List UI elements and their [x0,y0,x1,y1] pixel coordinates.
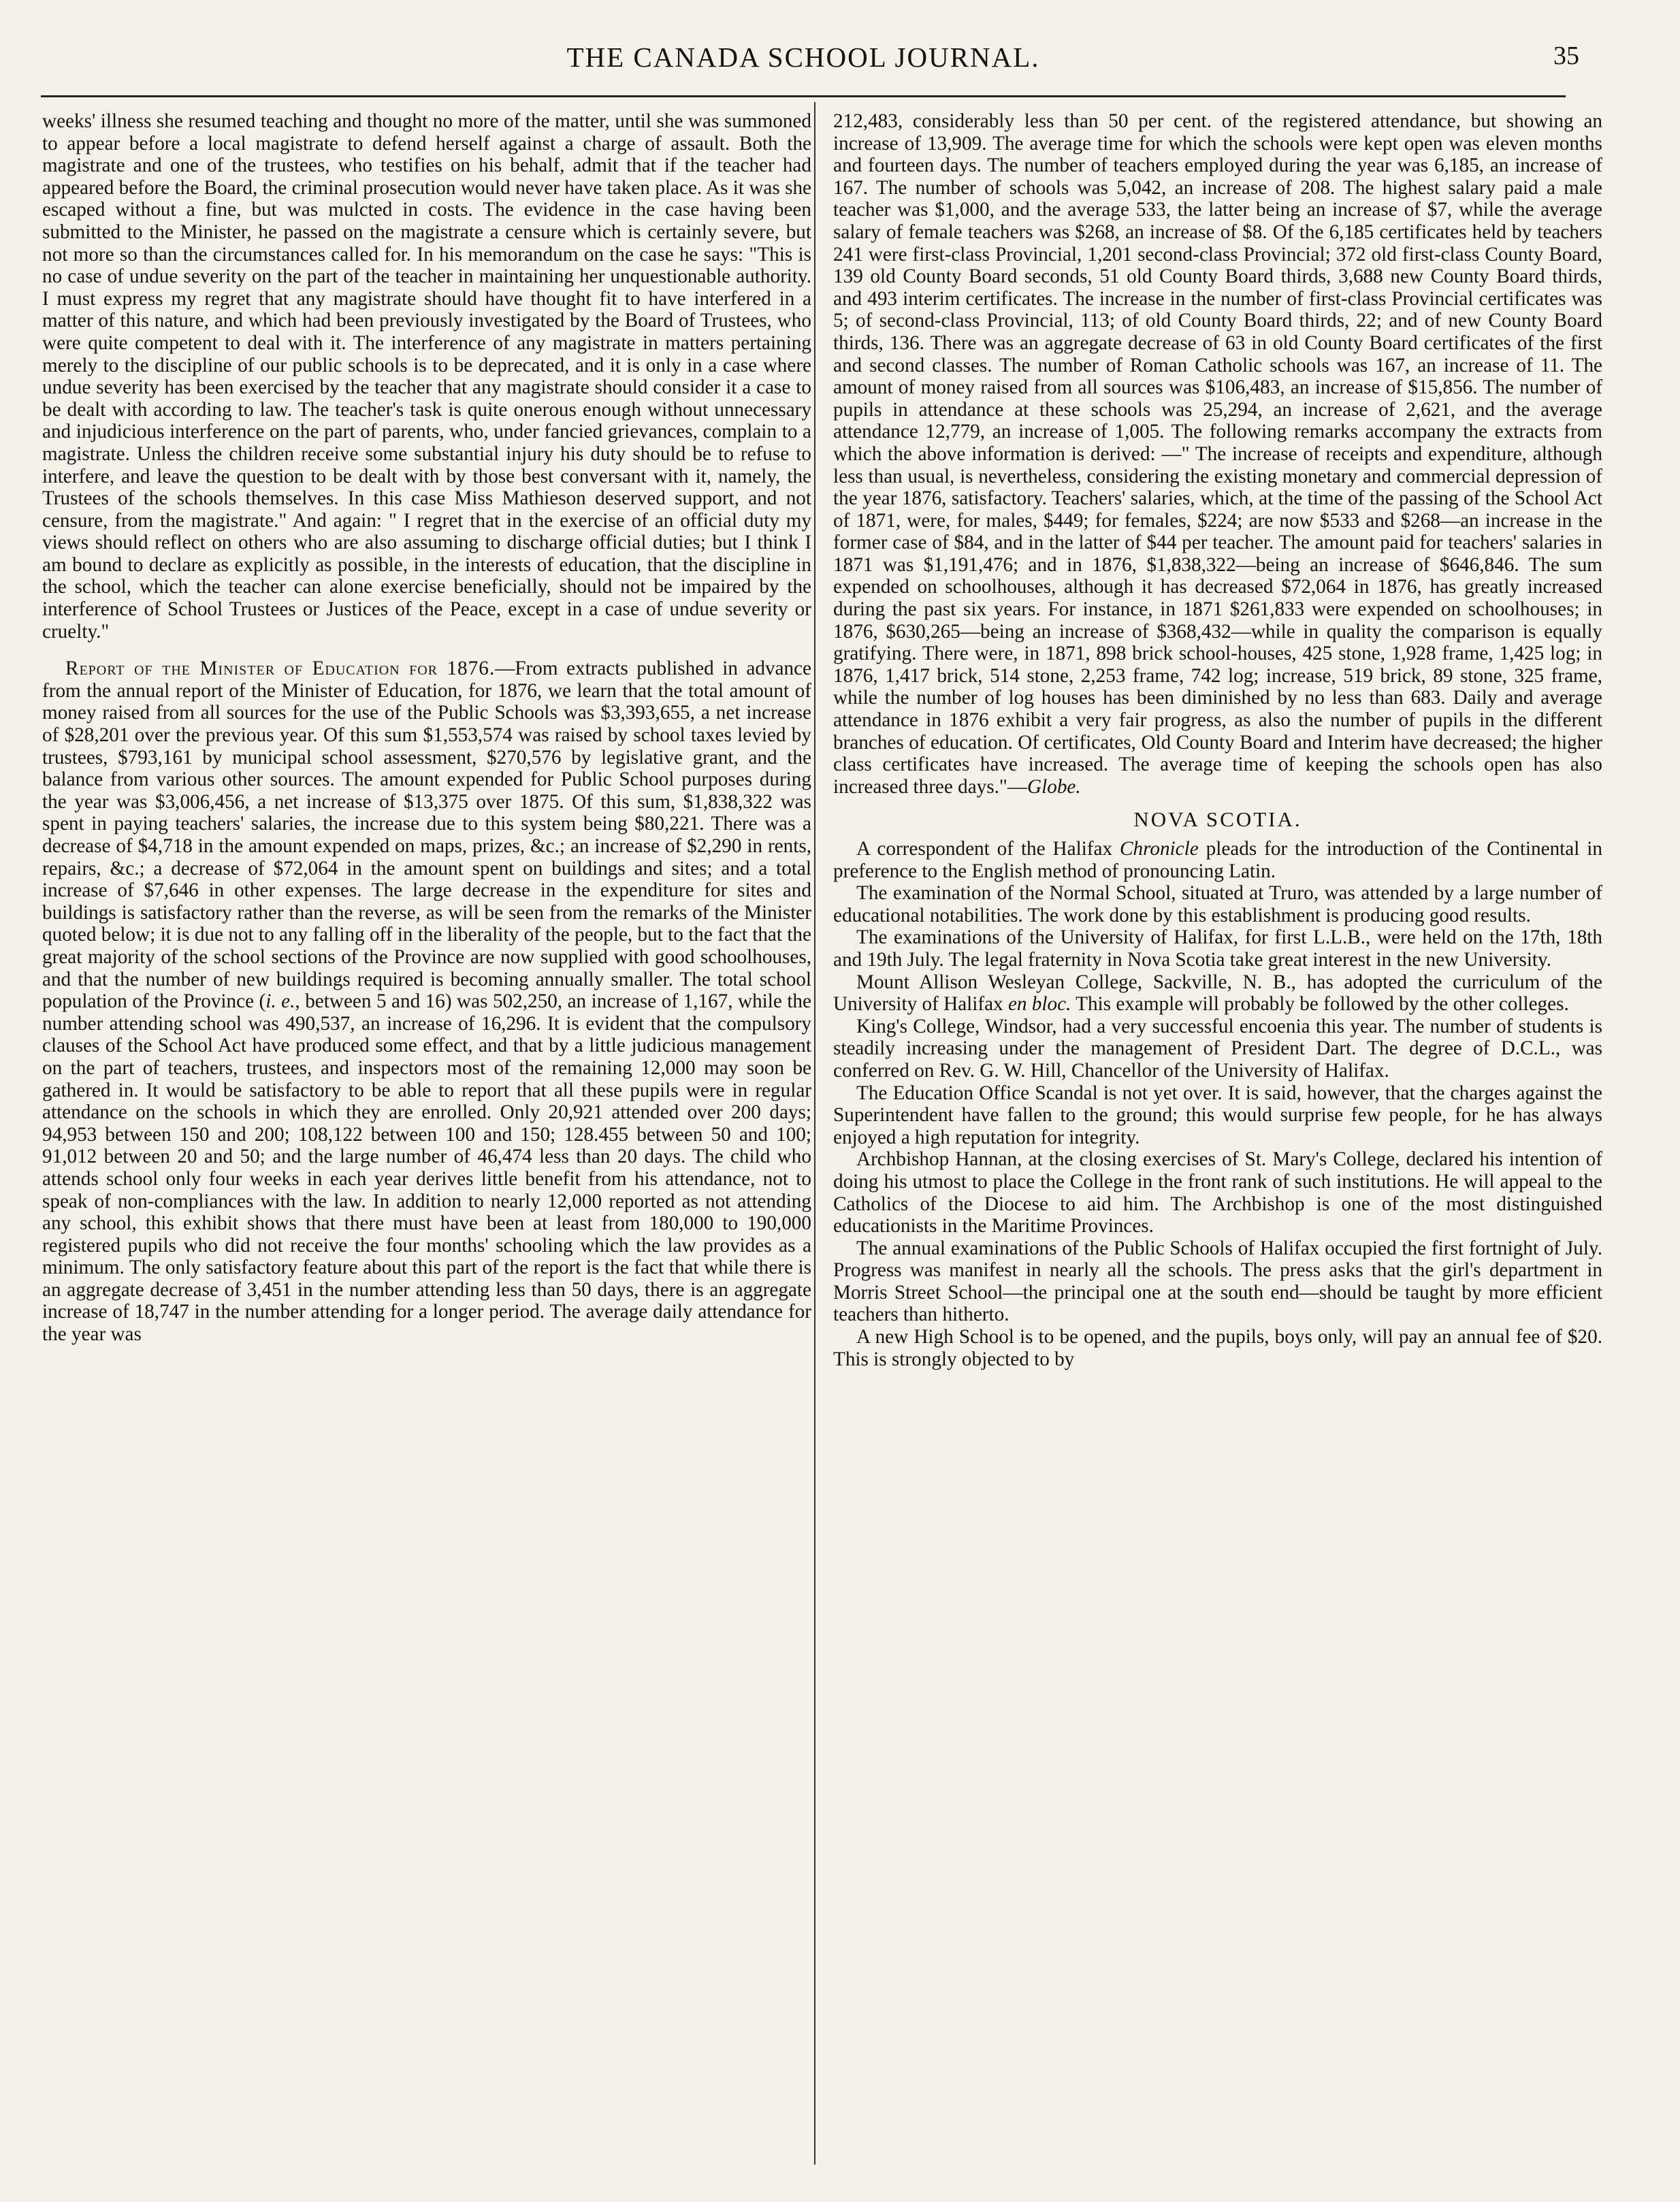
ns-paragraph-mount-allison: Mount Allison Wesleyan College, Sackville, N. B., has adopted the curriculum of the University of Halifax en bloc. This example will probably be followed by the other colleges. [833,971,1602,1016]
report-body: —From extracts published in advance from the annual report of the Minister of Education, for 1876, we learn that the total amount of money raised from all sources for the use of the Public Schools was $3,393,655, a net increase of $28,201 over the previous year. Of this sum $1,553,574 was raised by school taxes levied by trustees, $793,161 by municipal school assessment, $270,576 by legislative grant, and the balance from various other sources. The amount expended for Public School purposes during the year was $3,006,456, a net increase of $13,375 over 1875. Of this sum, $1,838,322 was spent in paying teachers' salaries, the increase due to this system being $80,221. There was a decrease of $4,718 in the amount expended on maps, prizes, &c.; an increase of $2,290 in rents, repairs, &c.; a decrease of $72,064 in the amount spent on buildings and sites; and a total increase of $7,646 in other expenses. The large decrease in the expenditure for sites and buildings is satisfactory rather than the reverse, as will be seen from the remarks of the Minister quoted below; it is due not to any falling off in the liberality of the people, but to the fact that the great majority of the school sections of the Province are now supplied with good schoolhouses, and that the number of new buildings required is becoming annually smaller. The total school population of the Province ( [42,658,811,1013]
report-ie: i. e. [265,990,295,1013]
ns-paragraph-archbishop: Archbishop Hannan, at the closing exercises of St. Mary's College, declared his intention of doing his utmost to place the College in the front rank of such institutions. He will appeal to the Catholics of the Diocese to aid him. The Archbishop is one of the most distinguished educationists in the Maritime Provinces. [833,1148,1602,1237]
newspaper-name: Chronicle [1120,838,1199,860]
article-continuation: weeks' illness she resumed teaching and thought no more of the matter, until she was summoned to appear before a local magistrate to defend herself against a charge of assault. Both the magistrate and one of the trustees, who testifies on his behalf, admit that if the teacher had appeared before the Board, the criminal prosecution would never have taken place. As it was she escaped without a fine, but was mulcted in costs. The evidence in the case having been submitted to the Minister, he passed on the magistrate a censure which is certainly severe, but not more so than the circumstances called for. In his memorandum on the case he says: "This is no case of undue severity on the part of the teacher in maintaining her unquestionable authority. I must express my regret that any magistrate should have thought fit to have interfered in a matter of this nature, and which had been previously investigated by the Board of Trustees, who were quite competent to deal with it. The interference of any magistrate in matters pertaining merely to the discipline of our public schools is to be deprecated, and it is only in a case where undue severity has been exercised by the teacher that any magistrate should consider it a case to be dealt with according to law. The teacher's task is quite onerous enough without unnecessary and injudicious interference on the part of parents, who, under fancied grievances, complain to a magistrate. Unless the children receive some substantial injury his duty should be to refuse to interfere, and leave the question to be dealt with by those best conversant with it, namely, the Trustees of the schools themselves. In this case Miss Mathieson deserved support, and not censure, from the magistrate." And again: " I regret that in the exercise of an official duty my views should reflect on others who are also assuming to discharge official duties; but I think I am bound to declare as explicitly as possible, in the interests of education, that the discipline in the school, which the teacher can alone exercise beneficially, should not be impaired by the interference of School Trustees or Justices of the Peace, except in a case of undue severity or cruelty." [42,110,811,643]
ns-paragraph-university: The examinations of the University of Halifax, for first L.L.B., were held on the 17th, 18th and 19th July. The legal fraternity in Nova Scotia take great interest in the new University. [833,926,1602,971]
ns-paragraph-kings-college: King's College, Windsor, had a very successful encoenia this year. The number of students is steadily increasing under the management of President Dart. The degree of D.C.L., was conferred on Rev. G. W. Hill, Chancellor of the University of Halifax. [833,1015,1602,1082]
column-divider [814,102,815,2165]
header-rule [41,95,1566,97]
ns-paragraph-public-schools: The annual examinations of the Public Schools of Halifax occupied the first fortnight of July. Progress was manifest in nearly all the schools. The press asks that the girl's department in Morris Street School—the principal one at the south end—should be taught by more efficient teachers than hitherto. [833,1237,1602,1326]
page-header [41,41,1579,82]
report-body-continued: , between 5 and 16) was 502,250, an increase of 1,167, while the number attending school was 490,537, an increase of 16,296. It is evident that the compulsory clauses of the School Act have produced some effect, and that by a little judicious management on the part of teachers, trustees, and inspectors most of the remaining 12,000 may soon be gathered in. It would be satisfactory to be able to report that all these pupils were in regular attendance on the schools in which they are enrolled. Only 20,921 attended over 200 days; 94,953 between 150 and 200; 108,122 between 100 and 150; 128.455 between 50 and 100; 91,012 between 20 and 50; and the large number of 46,474 less than 20 days. The child who attends school only four weeks in each year derives little benefit from his attendance, not to speak of non-compliances with the law. In addition to nearly 12,000 reported as not attending any school, this exhibit shows that there must have been at least from 180,000 to 190,000 registered pupils who did not receive the four months' schooling which the law provides as a minimum. The only satisfactory feature about this part of the report is the fact that while there is an aggregate decrease of 3,451 in the number attending less than 50 days, there is an aggregate increase of 18,747 in the number attending for a longer period. The average daily attendance for the year was [42,990,811,1346]
report-heading: Report of the Minister of Education for 1876. [65,658,496,680]
ns-paragraph-latin: A correspondent of the Halifax Chronicle pleads for the introduction of the Continental in preference to the English method of pronouncing Latin. [833,838,1602,882]
source-attribution: Globe. [1027,775,1081,798]
ns-paragraph-normal-school: The examination of the Normal School, situated at Truro, was attended by a large number of educational notabilities. The work done by this establishment is producing good results. [833,882,1602,926]
report-continuation: 212,483, considerably less than 50 per cent. of the registered attendance, but showing an increase of 13,909. The average time for which the schools were kept open was eleven months and fourteen days. The number of teachers employed during the year was 6,185, an increase of 167. The number of schools was 5,042, an increase of 208. The highest salary paid a male teacher was $1,000, and the average 533, the latter being an increase of $7, while the average salary of female teachers was $268, an increase of $8. Of the 6,185 certificates held by teachers 241 were first-class Provincial, 1,201 second-class Provincial; 372 old first-class County Board, 139 old County Board seconds, 51 old County Board thirds, 3,688 new County Board thirds, and 493 interim certificates. The increase in the number of first-class Provincial certificates was 5; of second-class Provincial, 113; of old County Board thirds, 22; and of new County Board thirds, 136. There was an aggregate decrease of 63 in old County Board certificates of the first and second classes. The number of Roman Catholic schools was 167, an increase of 11. The amount of money raised from all sources was $106,483, an increase of $15,856. The number of pupils in attendance at these schools was 25,294, an increase of 2,621, and the average attendance 12,779, an increase of 1,005. The following remarks accompany the extracts from which the above information is derived: —" The increase of receipts and expenditure, although less than usual, is nevertheless, considering the existing monetary and commercial depression of the year 1876, satisfactory. Teachers' salaries, which, at the time of the passing of the School Act of 1871, were, for males, $449; for females, $224; are now $533 and $268—an increase in the former case of $84, and in the latter of $44 per teacher. The amount paid for teachers' salaries in 1871 was $1,191,476; and in 1876, $1,838,322—being an increase of $646,846. The sum expended on schoolhouses, although it has decreased $72,064 in 1876, has greatly increased during the past six years. For instance, in 1871 $261,833 were expended on schoolhouses; in 1876, $630,265—being an increase of $368,432—while in quality the comparison is equally gratifying. There were, in 1871, 898 brick school-houses, 425 stone, 1,928 frame, 1,425 log; in 1876, 1,417 brick, 514 stone, 2,253 frame, 742 log; increase, 519 brick, 89 stone, 325 frame, while the number of log houses has been diminished by no less than 683. Daily and average attendance in 1876 exhibit a very fair progress, as also the number of pupils in the different branches of education. Of certificates, Old County Board and Interim have decreased; the higher class certificates have increased. The average time of keeping the schools open has also increased three days."—Globe. [833,110,1602,798]
right-column [833,110,1602,2152]
latin-phrase: en bloc. [1007,993,1071,1016]
left-column [42,110,811,2166]
section-heading-nova-scotia: NOVA SCOTIA. [1133,807,1302,832]
ns-paragraph-high-school: A new High School is to be opened, and the pupils, boys only, will pay an annual fee of $20. This is strongly objected to by [833,1326,1602,1370]
running-title: THE CANADA SCHOOL JOURNAL. [566,42,1040,73]
report-article [42,658,811,1345]
ns-paragraph-scandal: The Education Office Scandal is not yet over. It is said, however, that the charges against the Superintendent have fallen to the ground; this would surprise few people, for he has always enjoyed a high reputation for integrity. [833,1082,1602,1148]
page-number: 35 [1553,42,1579,70]
